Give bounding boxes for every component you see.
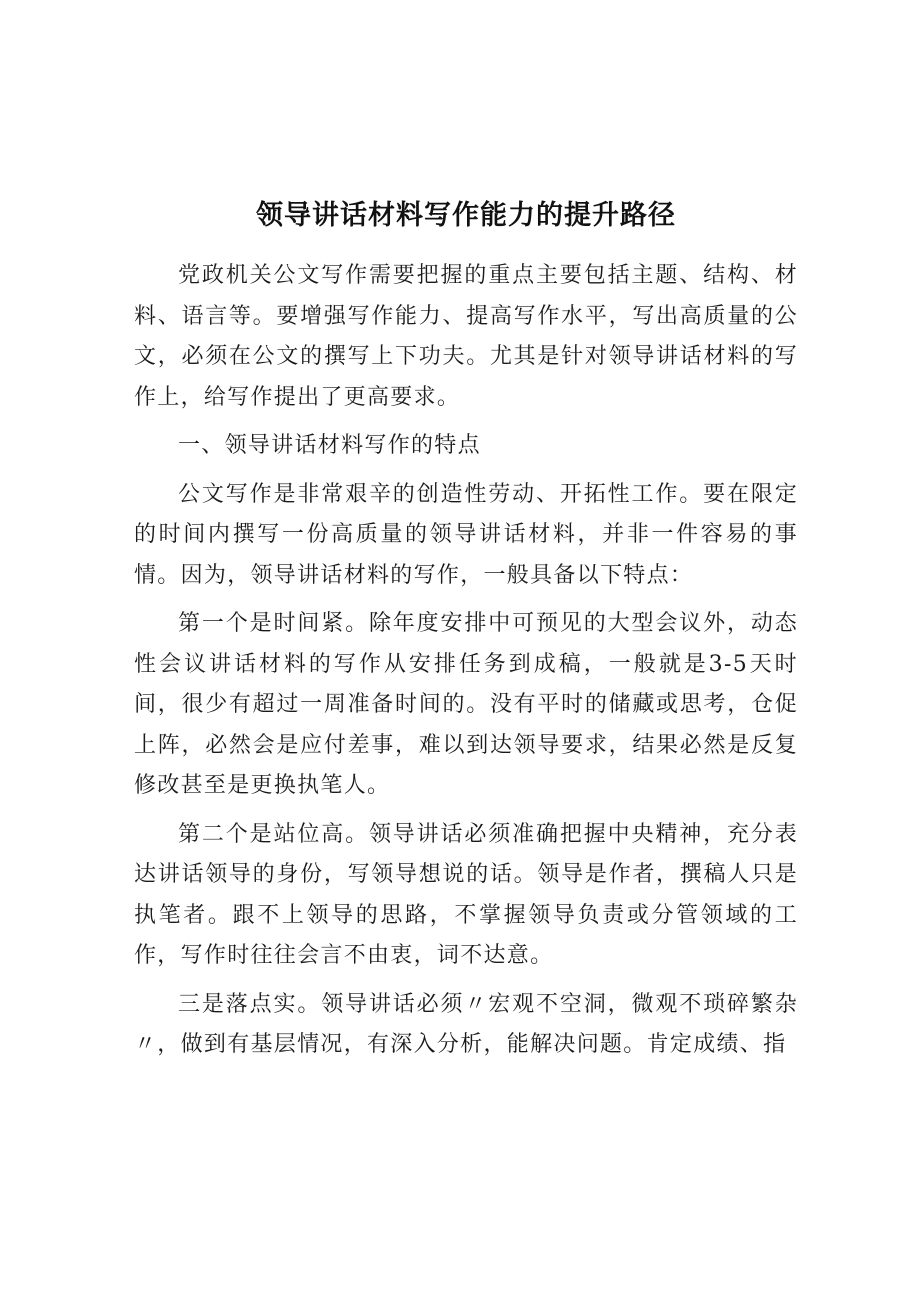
- body-paragraph: 公文写作是非常艰辛的创造性劳动、开拓性工作。要在限定的时间内撰写一份高质量的领导讲话材料，并非一件容易的事情。因为，领导讲话材料的写作，一般具备以下特点：: [134, 481, 798, 588]
- document-body: [134, 192, 798, 1074]
- body-paragraph: 三是落点实。领导讲话必须〃宏观不空洞，微观不琐碎繁杂〃，做到有基层情况，有深入分析，能解决问题。肯定成绩、指: [134, 991, 798, 1057]
- body-paragraph: 第一个是时间紧。除年度安排中可预见的大型会议外，动态性会议讲话材料的写作从安排任务到成稿，一般就是3-5天时间，很少有超过一周准备时间的。没有平时的储藏或思考，仓促上阵，必然会是应付差事，难以到达领导要求，结果必然是反复修改甚至是更换执笔人。: [134, 611, 798, 798]
- document-title: 领导讲话材料写作能力的提升路径: [256, 200, 676, 231]
- section-heading: 一、领导讲话材料写作的特点: [178, 433, 481, 458]
- intro-paragraph: 党政机关公文写作需要把握的重点主要包括主题、结构、材料、语言等。要增强写作能力、提高写作水平，写出高质量的公文，必须在公文的撰写上下功夫。尤其是针对领导讲话材料的写作上，给写作提出了更高要求。: [134, 263, 798, 410]
- body-paragraph: 第二个是站位高。领导讲话必须准确把握中央精神，充分表达讲话领导的身份，写领导想说的话。领导是作者，撰稿人只是执笔者。跟不上领导的思路，不掌握领导负责或分管领域的工作，写作时往往会言不由衷，词不达意。: [134, 821, 798, 968]
